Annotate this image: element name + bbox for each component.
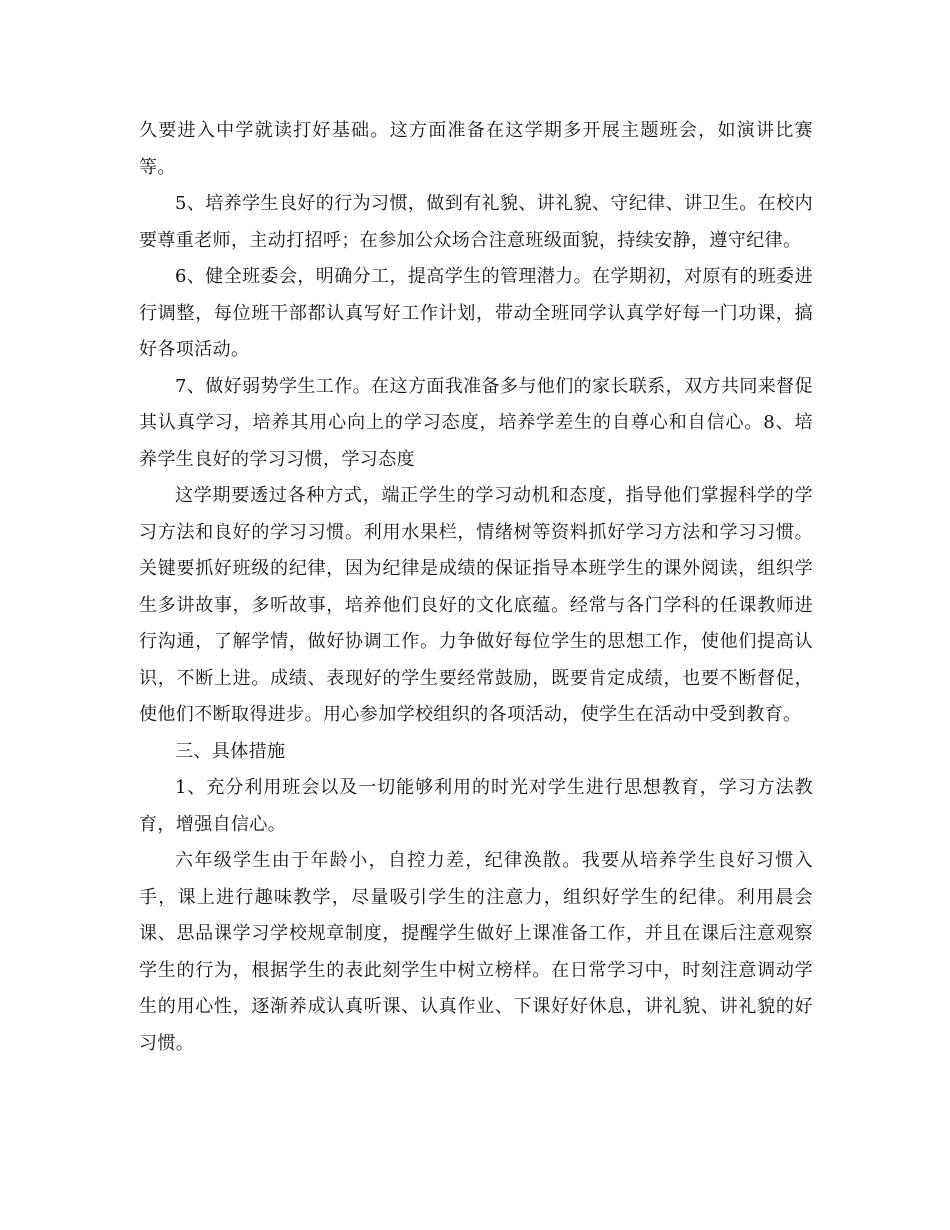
paragraph-continuation: 久要进入中学就读打好基础。这方面准备在这学期多开展主题班会，如演讲比赛等。: [139, 120, 813, 178]
paragraph-item-5: 5、培养学生良好的行为习惯，做到有礼貌、讲礼貌、守纪律、讲卫生。在校内要尊重老师，主动打招呼；在参加公众场合注意班级面貌，持续安静，遵守纪律。: [139, 193, 813, 251]
section-heading-measures: 三、具体措施: [175, 740, 286, 762]
paragraph-item-6: 6、健全班委会，明确分工，提高学生的管理潜力。在学期初，对原有的班委进行调整，每位班干部都认真写好工作计划，带动全班同学认真学好每一门功课，搞好各项活动。: [139, 266, 813, 360]
paragraph-measure-1: 1、充分利用班会以及一切能够利用的时光对学生进行思想教育，学习方法教育，增强自信心。: [139, 777, 813, 835]
paragraph-grade-six: 六年级学生由于年龄小，自控力差，纪律涣散。我要从培养学生良好习惯入手，课上进行趣味教学，尽量吸引学生的注意力，组织好学生的纪律。利用晨会课、思品课学习学校规章制度，提醒学生做好上课准备工作，并且在课后注意观察学生的行为，根据学生的表此刻学生中树立榜样。在日常学习中，时刻注意调动学生的用心性，逐渐养成认真听课、认真作业、下课好好休息，讲礼貌、讲礼貌的好习惯。: [139, 850, 813, 1054]
paragraph-study-habits: 这学期要透过各种方式，端正学生的学习动机和态度，指导他们掌握科学的学习方法和良好的学习习惯。利用水果栏，情绪树等资料抓好学习方法和学习习惯。关键要抓好班级的纪律，因为纪律是成绩的保证指导本班学生的课外阅读，组织学生多讲故事，多听故事，培养他们良好的文化底蕴。经常与各门学科的任课教师进行沟通，了解学情，做好协调工作。力争做好每位学生的思想工作，使他们提高认识，不断上进。成绩、表现好的学生要经常鼓励，既要肯定成绩，也要不断督促，使他们不断取得进步。用心参加学校组织的各项活动，使学生在活动中受到教育。: [139, 485, 813, 725]
paragraph-item-7: 7、做好弱势学生工作。在这方面我准备多与他们的家长联系，双方共同来督促其认真学习，培养其用心向上的学习态度，培养学差生的自尊心和自信心。8、培养学生良好的学习习惯，学习态度: [139, 375, 813, 470]
document-body: [139, 113, 813, 1062]
